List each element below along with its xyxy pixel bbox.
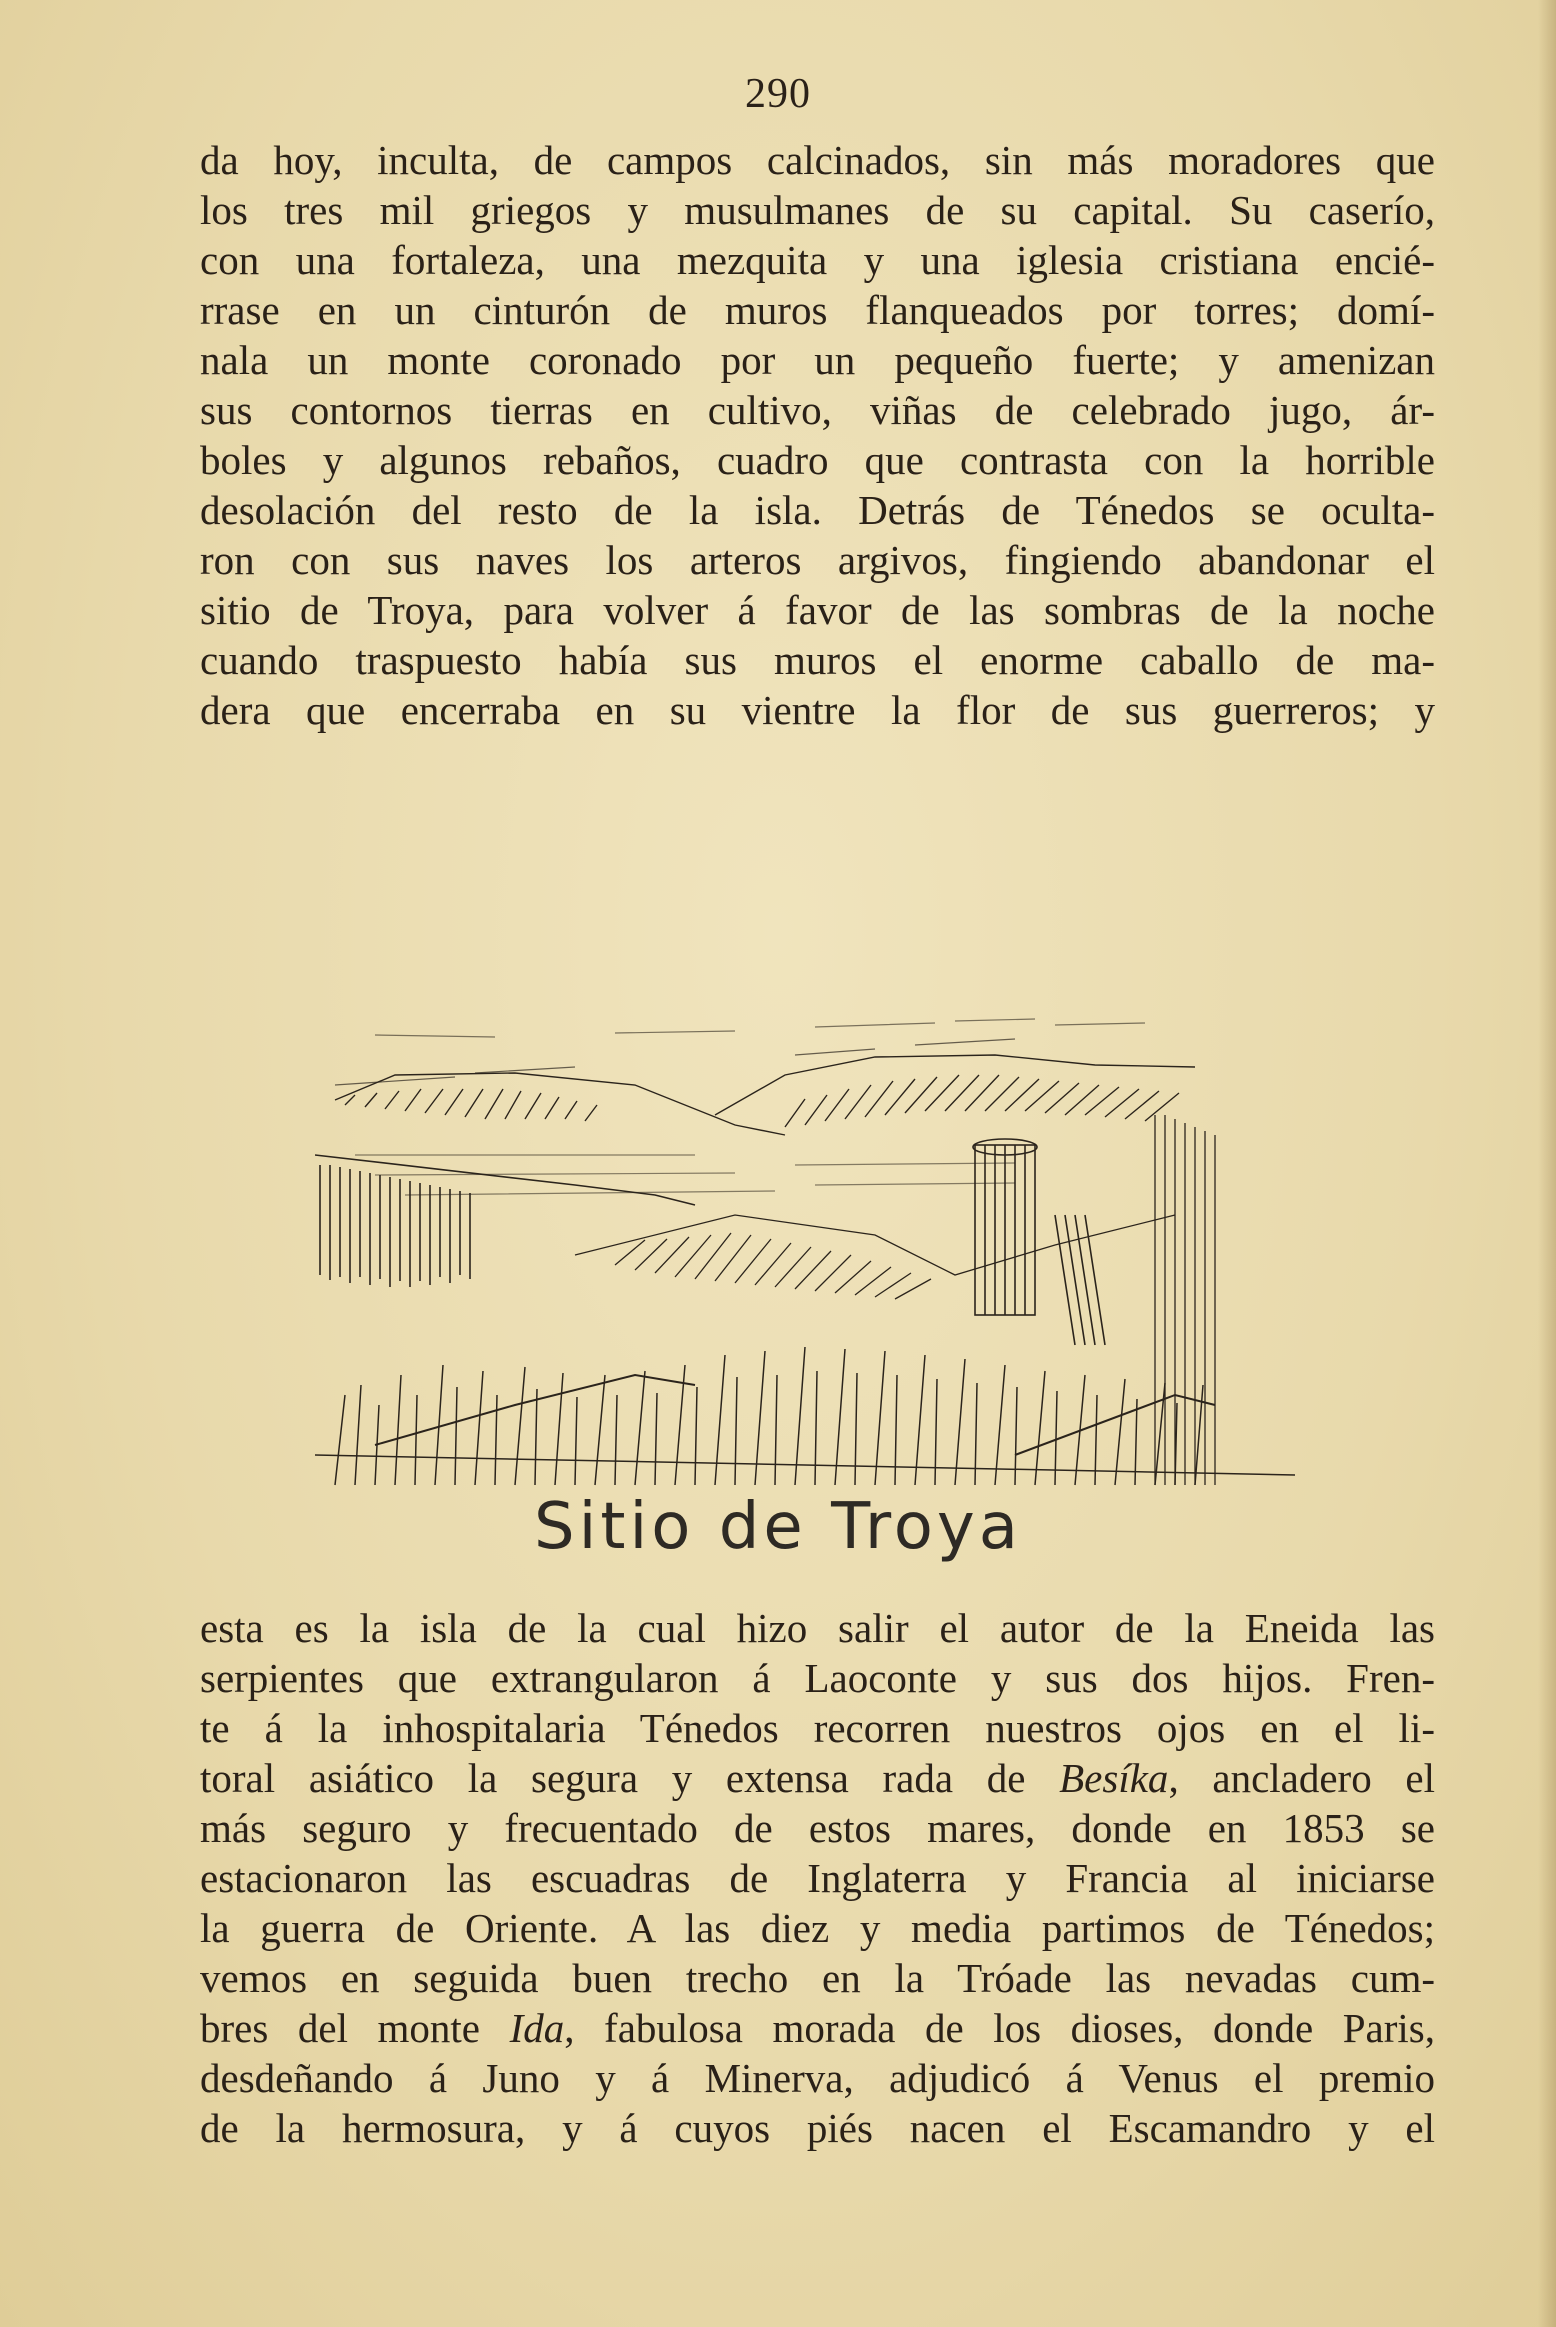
- text-line: más seguro y frecuentado de estos mares, donde en 1853 se: [200, 1805, 1435, 1851]
- text-line: [200, 2003, 1435, 2053]
- text-line: desdeñando á Juno y á Minerva, adjudicó á Venus el premio: [200, 2055, 1435, 2101]
- italic-place-name: Besíka: [1059, 1755, 1169, 1801]
- text-line: rrase en un cinturón de muros flanqueados por torres; domí-: [200, 287, 1435, 333]
- text-line: serpientes que extrangularon á Laoconte y sus dos hijos. Fren-: [200, 1655, 1435, 1701]
- text-line: la guerra de Oriente. A las diez y media partimos de Ténedos;: [200, 1905, 1435, 1951]
- text-fragment: bres del monte: [200, 2005, 510, 2051]
- text-line: de la hermosura, y á cuyos piés nacen el Escamandro y el: [200, 2105, 1435, 2151]
- text-fragment: , fabulosa morada de los dioses, donde Paris,: [564, 2005, 1435, 2051]
- text-line: estacionaron las escuadras de Inglaterra y Francia al iniciarse: [200, 1855, 1435, 1901]
- text-line: dera que encerraba en su vientre la flor de sus guerreros; y: [200, 687, 1435, 733]
- text-line: cuando traspuesto había sus muros el enorme caballo de ma-: [200, 637, 1435, 683]
- text-line: nala un monte coronado por un pequeño fuerte; y amenizan: [200, 337, 1435, 383]
- text-fragment: , ancladero el: [1168, 1755, 1435, 1801]
- text-line: esta es la isla de la cual hizo salir el autor de la Eneida las: [200, 1605, 1435, 1651]
- text-line: ron con sus naves los arteros argivos, fingiendo abandonar el: [200, 537, 1435, 583]
- text-line: los tres mil griegos y musulmanes de su capital. Su caserío,: [200, 187, 1435, 233]
- top-paragraph: [200, 135, 1435, 735]
- text-line: con una fortaleza, una mezquita y una iglesia cristiana encié-: [200, 237, 1435, 283]
- text-line: vemos en seguida buen trecho en la Tróade las nevadas cum-: [200, 1955, 1435, 2001]
- text-line: desolación del resto de la isla. Detrás de Ténedos se oculta-: [200, 487, 1435, 533]
- italic-place-name: Ida: [509, 2005, 565, 2051]
- text-line: [200, 1753, 1435, 1803]
- page-edge-stain: [1538, 0, 1556, 2327]
- troy-engraving: [315, 1015, 1305, 1490]
- page-number: 290: [745, 71, 811, 117]
- bottom-paragraph: [200, 1603, 1435, 2153]
- text-line: da hoy, inculta, de campos calcinados, sin más moradores que: [200, 137, 1435, 183]
- illustration-caption: Sitio de Troya: [534, 1490, 1022, 1564]
- text-line: boles y algunos rebaños, cuadro que contrasta con la horrible: [200, 437, 1435, 483]
- text-line: sitio de Troya, para volver á favor de las sombras de la noche: [200, 587, 1435, 633]
- text-line: sus contornos tierras en cultivo, viñas de celebrado jugo, ár-: [200, 387, 1435, 433]
- text-line: te á la inhospitalaria Ténedos recorren nuestros ojos en el li-: [200, 1705, 1435, 1751]
- text-fragment: toral asiático la segura y extensa rada de: [200, 1755, 1060, 1801]
